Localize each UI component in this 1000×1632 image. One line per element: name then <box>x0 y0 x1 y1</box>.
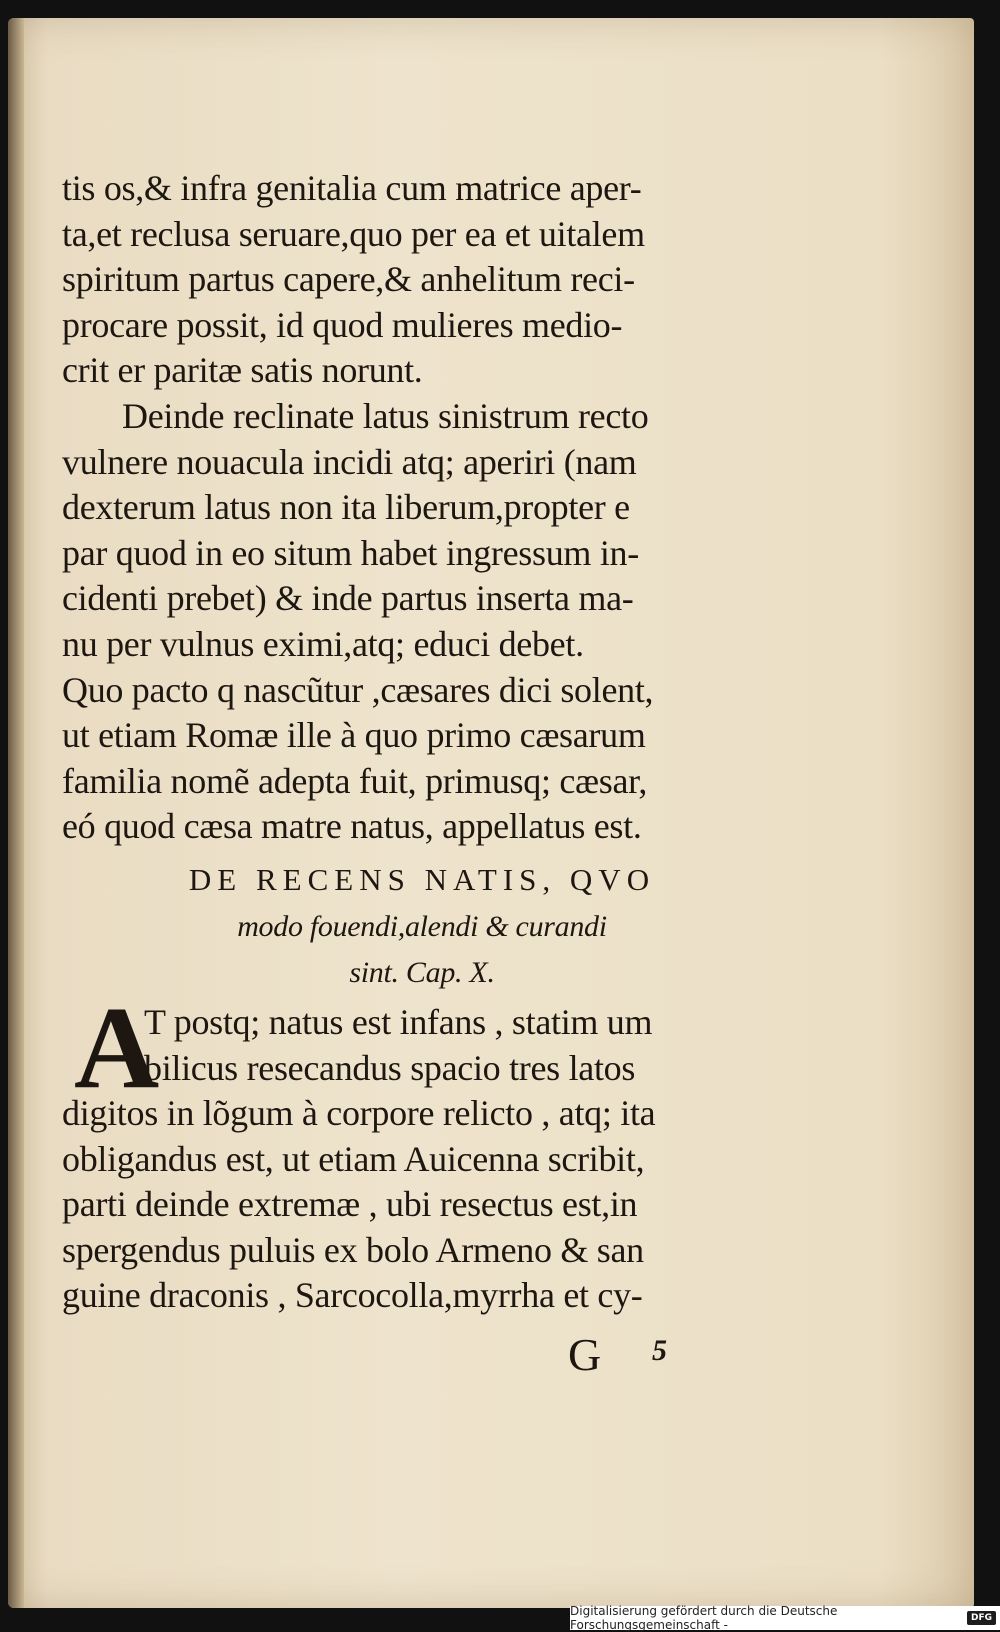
text-line: procare possit, id quod mulieres medio- <box>62 304 623 345</box>
text-line: obligandus est, ut etiam Auicenna scribit, <box>62 1138 645 1179</box>
paragraph-middle <box>62 394 782 850</box>
text-line: spiritum partus capere,& anhelitum reci- <box>62 259 635 300</box>
heading-line: modo fouendi,alendi & curandi <box>237 909 607 943</box>
book-page <box>8 18 974 1608</box>
text-line: parti deinde extremæ , ubi resectus est,in <box>62 1184 638 1225</box>
dfg-logo: DFG <box>967 1611 996 1625</box>
chapter-heading <box>62 856 782 996</box>
text-line: Deinde reclinate latus sinistrum recto <box>122 395 649 436</box>
heading-line: DE RECENS NATIS, QVO <box>188 861 656 897</box>
text-line: dexterum latus non ita liberum,propter e <box>62 487 630 528</box>
paragraph-top <box>62 166 782 394</box>
page-number: 5 <box>652 1334 667 1367</box>
heading-line: sint. Cap. X. <box>349 955 495 989</box>
text-line: spergendus puluis ex bolo Armeno & san <box>62 1229 644 1270</box>
book-spine <box>8 18 24 1608</box>
signature-mark: G <box>568 1329 602 1380</box>
digitization-credit-bar <box>570 1606 1000 1630</box>
text-line: crit er paritæ satis norunt. <box>62 350 423 391</box>
text-line: tis os,& infra genitalia cum matrice aper- <box>62 168 642 208</box>
text-line: eó quod cæsa matre natus, appellatus est. <box>62 806 642 847</box>
text-line: T postq; natus est infans , statim um <box>144 1001 653 1042</box>
credit-text: Digitalisierung gefördert durch die Deutsche Forschungsgemeinschaft - <box>570 1604 838 1632</box>
page-footer <box>568 1328 708 1388</box>
text-line: Quo pacto q nascũtur ,cæsares dici solent, <box>62 669 654 710</box>
paragraph-chapter <box>62 981 782 1319</box>
page-text <box>62 166 782 1319</box>
text-line: bilicus resecandus spacio tres latos <box>144 1047 636 1088</box>
text-line: par quod in eo situm habet ingressum in- <box>62 532 639 573</box>
text-line: ta,et reclusa seruare,quo per ea et uitalem <box>62 213 645 254</box>
text-line: ut etiam Romæ ille à quo primo cæsarum <box>62 715 646 756</box>
text-line: guine draconis , Sarcocolla,myrrha et cy- <box>62 1275 643 1316</box>
text-line: familia nomẽ adepta fuit, primusq; cæsar, <box>62 760 648 801</box>
text-line: cidenti prebet) & inde partus inserta ma- <box>62 578 634 619</box>
text-line: digitos in lõgum à corpore relicto , atq; ita <box>62 1093 656 1134</box>
text-line: nu per vulnus eximi,atq; educi debet. <box>62 623 584 664</box>
drop-cap: A <box>74 981 159 1113</box>
text-line: vulnere nouacula incidi atq; aperiri (nam <box>62 441 637 482</box>
